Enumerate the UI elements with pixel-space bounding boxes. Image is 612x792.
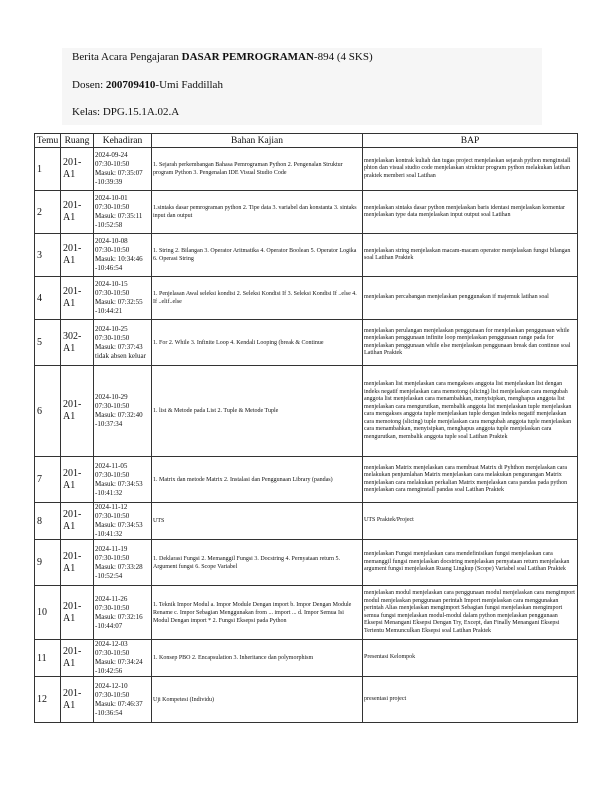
attendance-in: Masuk: 07:46:37 [95, 699, 143, 708]
attendance-time: 07:30-10:50 [95, 402, 130, 410]
attendance [94, 366, 152, 457]
attendance-in: Masuk: 07:35:11 [95, 212, 143, 220]
attendance-date: 2024-11-05 [95, 461, 128, 470]
room: 201-A1 [61, 640, 94, 677]
attendance-date: 2024-09-24 [95, 151, 128, 159]
lecturer-line: Dosen: 200709410-Umi Faddillah [72, 79, 223, 91]
meeting-number: 9 [35, 540, 61, 586]
meeting-number: 3 [35, 234, 61, 277]
attendance-out: -10:41:32 [95, 488, 123, 497]
attendance [94, 677, 152, 723]
room: 201-A1 [61, 234, 94, 277]
attendance-in: Masuk: 10:34:46 [95, 255, 143, 263]
room: 201-A1 [61, 366, 94, 457]
attendance-table [34, 133, 578, 723]
attendance-out: -10:36:54 [95, 708, 123, 717]
table-row [35, 640, 578, 677]
bap-notes: menjelaskan percabangan menjelaskan penggunakan if majemuk latihan soal [363, 277, 578, 320]
bap-notes: Presentasi Kelompok [363, 640, 578, 677]
attendance-date: 2024-11-12 [95, 503, 128, 511]
attendance-time: 07:30-10:50 [95, 333, 130, 342]
attendance-time: 07:30-10:50 [95, 470, 130, 479]
attendance-time: 07:30-10:50 [95, 512, 130, 520]
attendance-date: 2024-12-03 [95, 640, 128, 648]
meeting-number: 8 [35, 503, 61, 540]
room: 201-A1 [61, 191, 94, 234]
meeting-number: 12 [35, 677, 61, 723]
table-row [35, 540, 578, 586]
study-material: 1. For 2. While 3. Infinite Loop 4. Kendali Looping (break & Continue [152, 320, 363, 366]
attendance-date: 2024-11-19 [95, 544, 128, 553]
attendance-date: 2024-10-29 [95, 393, 128, 401]
attendance-in: Masuk: 07:37:43 [95, 342, 143, 351]
table-row [35, 320, 578, 366]
attendance [94, 277, 152, 320]
table-body [35, 148, 578, 723]
attendance-out: -10:44:07 [95, 621, 123, 630]
attendance [94, 503, 152, 540]
meeting-number: 11 [35, 640, 61, 677]
study-material: 1. Penjelasan Awal seleksi kondisi 2. Seleksi Kondisi If 3. Seleksi Kondisi If ..else 4. If ..elif..else [152, 277, 363, 320]
attendance-time: 07:30-10:50 [95, 690, 130, 699]
attendance-date: 2024-10-01 [95, 194, 128, 202]
attendance [94, 457, 152, 503]
attendance [94, 540, 152, 586]
study-material: 1. Konsep PBO 2. Encapsulation 3. Inheritance dan polymorphism [152, 640, 363, 677]
meeting-number: 10 [35, 586, 61, 640]
attendance [94, 191, 152, 234]
room: 201-A1 [61, 148, 94, 191]
room: 201-A1 [61, 677, 94, 723]
meeting-number: 2 [35, 191, 61, 234]
col-kehadiran: Kehadiran [94, 134, 152, 148]
study-material: 1. Matrix dan metode Matrix 2. Instalasi dan Penggunaan Library (pandas) [152, 457, 363, 503]
meeting-number: 1 [35, 148, 61, 191]
document-header [62, 48, 542, 125]
bap-notes: menjelaskan Fungsi menjelaskan cara mendefinisikan fungsi menjelaskan cara memanggil fungsi menjelaskan docstring menjelaskan pernyataan return menjelaskan argument fungsi menjelaskan Ruang Lingkup (Scope) Variabel soal Latihan Praktek [363, 540, 578, 586]
attendance-out: -10:52:54 [95, 571, 123, 580]
table-header-row [35, 134, 578, 148]
attendance-date: 2024-11-26 [95, 594, 128, 603]
col-bahan-kajian: Bahan Kajian [152, 134, 363, 148]
bap-notes: menjelaskan list menjelaskan cara mengakses anggota list menjelaskan list dengan indeks negatif menjelaskan cara memotong (slicing) list menjelaskan cara mengubah anggota list menjelaskan cara menambahkan, menyisipkan, menghapus anggota list menjelaskan cara mengurutkan, membalik anggota list menjelaskan tuple menjelaskan cara mengakses anggota tuple menjelaskan tuple dengan indeks negatif menjelaskan cara memotong (slicing) tuple menjelaskan cara mengubah anggota tuple menjelaskan cara menambahkan, menyisipkan, menghapus anggota tuple menjelaskan cara mengurutkan, membalik anggota tuple soal Latihan Praktek [363, 366, 578, 457]
attendance-in: Masuk: 07:32:55 [95, 298, 143, 306]
study-material: 1. String 2. Bilangan 3. Operator Aritmatika 4. Operator Boolean 5. Operator Logika 6. Operasi String [152, 234, 363, 277]
attendance-time: 07:30-10:50 [95, 289, 130, 297]
room: 201-A1 [61, 277, 94, 320]
study-material: 1. list & Metode pada List 2. Tuple & Metode Tuple [152, 366, 363, 457]
room: 201-A1 [61, 586, 94, 640]
study-material: UTS [152, 503, 363, 540]
attendance [94, 148, 152, 191]
attendance [94, 234, 152, 277]
attendance-out: -10:37:34 [95, 420, 123, 428]
col-bap: BAP [363, 134, 578, 148]
bap-notes: menjelaskan string menjelaskan macam-macam operator menjelaskan fungsi bilangan soal Latihan Praktek [363, 234, 578, 277]
room: 302-A1 [61, 320, 94, 366]
meeting-number: 7 [35, 457, 61, 503]
study-material: Uji Kompetesi (Individu) [152, 677, 363, 723]
meeting-number: 5 [35, 320, 61, 366]
room: 201-A1 [61, 457, 94, 503]
attendance-in: Masuk: 07:35:07 [95, 169, 143, 177]
attendance-out: tidak absen keluar [95, 351, 146, 360]
col-temu: Temu [35, 134, 61, 148]
attendance-out: -10:41:32 [95, 530, 123, 538]
bap-notes: UTS Praktek/Project [363, 503, 578, 540]
study-material: 1. Deklarasi Fungsi 2. Memanggil Fungsi 3. Docstring 4. Pernyataan return 5. Argument fungsi 6. Scope Variabel [152, 540, 363, 586]
attendance-time: 07:30-10:50 [95, 603, 130, 612]
attendance-date: 2024-10-25 [95, 324, 128, 333]
attendance-in: Masuk: 07:34:24 [95, 658, 143, 666]
attendance-in: Masuk: 07:34:53 [95, 521, 143, 529]
attendance-in: Masuk: 07:32:16 [95, 612, 143, 621]
attendance-in: Masuk: 07:33:28 [95, 562, 143, 571]
attendance-out: -10:52:58 [95, 221, 123, 229]
attendance-out: -10:44:21 [95, 307, 123, 315]
attendance-time: 07:30-10:50 [95, 649, 130, 657]
table-row [35, 457, 578, 503]
study-material: 1. Sejarah perkembangan Bahasa Pemrograman Python 2. Pengenalan Struktur program Python 3. Pengenalan IDE Visual Studio Code [152, 148, 363, 191]
attendance-time: 07:30-10:50 [95, 553, 130, 562]
table-row [35, 677, 578, 723]
course-name: DASAR PEMROGRAMAN [181, 51, 314, 63]
attendance-date: 2024-10-08 [95, 237, 128, 245]
attendance-date: 2024-12-10 [95, 681, 128, 690]
attendance-out: -10:39:39 [95, 178, 123, 186]
meeting-number: 6 [35, 366, 61, 457]
bap-notes: menjelaskan perulangan menjelaskan penggunaan for menjelaskan penggunaan while menjelaskan penggunaan infinite loop menjelaskan penggunaan range pada for menjelaskan penggunaan while else menjelaskan penggunaan break dan continue soal Latihan Praktek [363, 320, 578, 366]
lecturer-id: 200709410 [105, 79, 156, 91]
bap-notes: menjelaskan kontrak kuliah dan tugas project menjelaskan sejarah python menginstall phton dan visual studio code menjelaskan struktur program python melakukan latihan praktek memberi soal Latihan [363, 148, 578, 191]
attendance-time: 07:30-10:50 [95, 246, 130, 254]
attendance-time: 07:30-10:50 [95, 160, 130, 168]
table-row [35, 234, 578, 277]
room: 201-A1 [61, 503, 94, 540]
bap-notes: menjelaskan sintaks dasar python menjelaskan baris identasi menjelaskan komentar menjelaskan type data menjelaskan input output soal Latihan [363, 191, 578, 234]
attendance [94, 586, 152, 640]
attendance-in: Masuk: 07:32:40 [95, 411, 143, 419]
table-row [35, 586, 578, 640]
attendance [94, 640, 152, 677]
study-material: 1.sintaks dasar pemrograman python 2. Tipe data 3. variabel dan konstanta 3. sintaks input dan output [152, 191, 363, 234]
class-line: Kelas: DPG.15.1A.02.A [72, 106, 180, 118]
attendance [94, 320, 152, 366]
table-row [35, 503, 578, 540]
table-row [35, 191, 578, 234]
study-material: 1. Teknik Impor Modul a. Impor Module Dengan import b. Impor Dengan Module Rename c. Impor Sebagian Menggunakan from ... import ... d. Impor Semua Isi Modul Dengan import * 2. Fungsi Eksepsi pada Python [152, 586, 363, 640]
bap-notes: presentasi project [363, 677, 578, 723]
table-row [35, 148, 578, 191]
bap-notes: menjelaskan modul menjelaskan cara penggunaan modul menjelaskan cara mengimport modul menjelaskan penggunaan perintah Import menjelaskan cara menggunakan perintah Alias menjelaskan mengimport Sebagian fungsi menjelaskan mengimport semua fungsi menjelaskan modul-modul dalam python menjelaskan penggunaan Eksepsi Menangani Eksepsi Dengan Try, Except, dan Finally Menangani Eksepsi Tertentu Memunculkan Eksepsi soal Latihan Praktek [363, 586, 578, 640]
document-title: Berita Acara Pengajaran DASAR PEMROGRAMAN-894 (4 SKS) [72, 51, 373, 63]
room: 201-A1 [61, 540, 94, 586]
lecturer-name: -Umi Faddillah [155, 79, 223, 91]
bap-notes: menjelaskan Matrix menjelaskan cara membuat Matrix di Pyhthon menjelaskan cara melakukan penjumlahan Matrix menjelaskan cara melakukan pengurangan Matrix menjelaskan cara melakukan perkalian Matrix menjelaskan cara pandas pada python menjelaskan cara menginstall pandas soal Latihan Praktek [363, 457, 578, 503]
attendance-out: -10:46:54 [95, 264, 123, 272]
attendance-out: -10:42:56 [95, 667, 123, 675]
table-row [35, 277, 578, 320]
attendance-date: 2024-10-15 [95, 280, 128, 288]
attendance-time: 07:30-10:50 [95, 203, 130, 211]
attendance-in: Masuk: 07:34:53 [95, 479, 143, 488]
table-row [35, 366, 578, 457]
meeting-number: 4 [35, 277, 61, 320]
col-ruang: Ruang [61, 134, 94, 148]
